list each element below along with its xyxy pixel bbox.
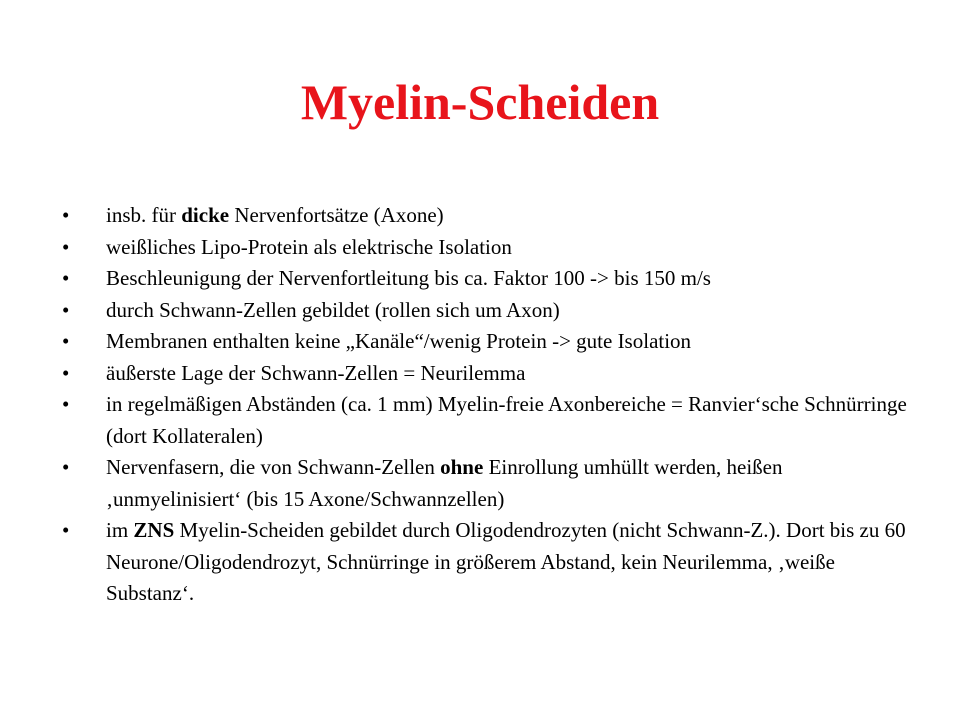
bullet-item <box>62 326 912 358</box>
bullet-text <box>106 266 711 290</box>
bullet-text-segment: insb. für <box>106 203 182 227</box>
bullet-text-segment: Nervenfasern, die von Schwann-Zellen <box>106 455 441 479</box>
bullet-text <box>106 392 907 448</box>
bullet-text-segment: Membranen enthalten keine „Kanäle“/wenig Protein -> gute Isolation <box>106 329 692 353</box>
bullet-dot-icon: • <box>62 518 70 542</box>
bullet-text-bold: dicke <box>181 203 230 227</box>
bullet-text-segment: weißliches Lipo-Protein als elektrische Isolation <box>106 234 512 259</box>
bullet-dot-icon: • <box>62 455 70 479</box>
slide-title: Myelin-Scheiden <box>300 74 660 130</box>
bullet-item <box>62 263 912 295</box>
bullet-text <box>106 203 444 227</box>
bullet-item <box>62 515 912 610</box>
bullet-dot-icon: • <box>62 266 70 290</box>
bullet-list <box>62 200 912 610</box>
bullet-text <box>106 455 783 511</box>
bullet-text-segment: Beschleunigung der Nervenfortleitung bis ca. Faktor 100 -> bis 150 m/s <box>106 266 711 290</box>
bullet-item <box>62 452 912 515</box>
bullet-text-segment: durch Schwann-Zellen gebildet (rollen sich um Axon) <box>106 297 560 322</box>
bullet-item <box>62 389 912 452</box>
bullet-text-segment: äußerste Lage der Schwann-Zellen = Neurilemma <box>106 360 526 385</box>
bullet-text-bold: ohne <box>440 455 484 479</box>
bullet-text <box>106 361 525 385</box>
bullet-text-segment: Einrollung umhüllt werden, heißen ‚unmyelinisiert‘ (bis 15 Axone/Schwannzellen) <box>106 455 783 511</box>
bullet-item <box>62 232 912 264</box>
bullet-item <box>62 200 912 232</box>
bullet-dot-icon: • <box>62 203 70 227</box>
bullet-text <box>106 298 560 322</box>
bullet-text-segment: im <box>106 518 134 542</box>
bullet-text-segment: in regelmäßigen Abständen (ca. 1 mm) Myelin-freie Axonbereiche = Ranvier‘sche Schnürringe (dort Kollateralen) <box>106 392 907 448</box>
bullet-text <box>106 235 512 259</box>
bullet-dot-icon: • <box>62 329 70 353</box>
bullet-dot-icon: • <box>62 392 70 416</box>
bullet-item <box>62 358 912 390</box>
bullet-item <box>62 295 912 327</box>
bullet-text <box>106 329 691 353</box>
bullet-text <box>106 518 906 605</box>
bullet-text-bold: ZNS <box>133 518 175 542</box>
bullet-dot-icon: • <box>62 360 70 385</box>
bullet-dot-icon: • <box>62 297 70 322</box>
bullet-dot-icon: • <box>62 234 70 259</box>
bullet-text-segment: Myelin-Scheiden gebildet durch Oligodendrozyten (nicht Schwann-Z.). Dort bis zu 60 Neurone/Oligodendrozyt, Schnürringe in größerem Abstand, kein Neurilemma, ‚weiße Substanz‘. <box>106 518 906 605</box>
bullet-text-segment: Nervenfortsätze (Axone) <box>229 203 444 227</box>
